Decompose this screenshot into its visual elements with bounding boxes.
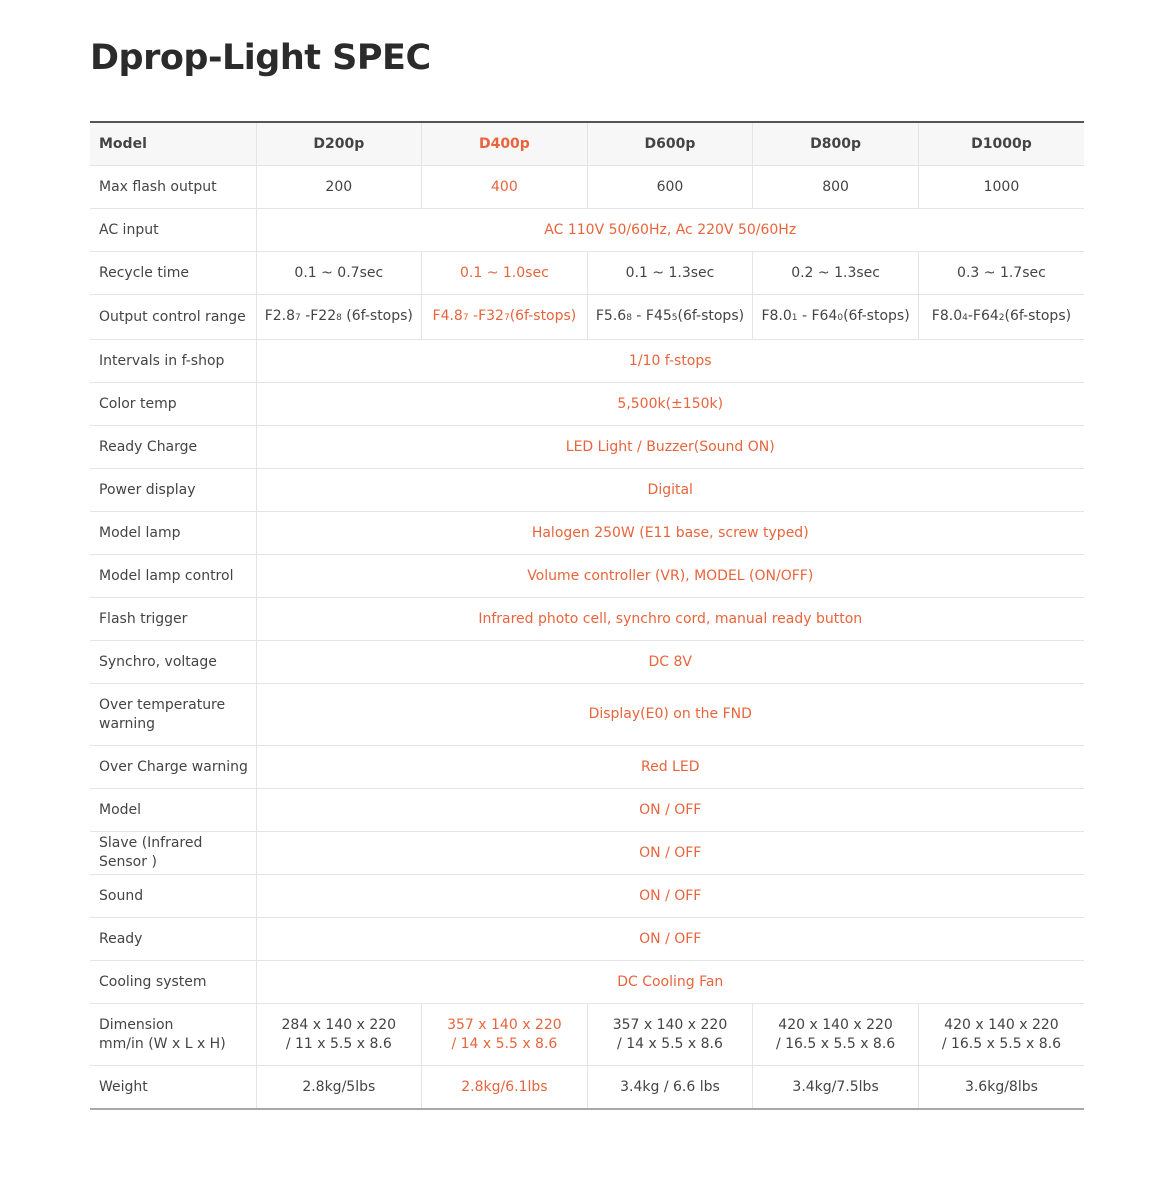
row-label: Slave (Infrared Sensor )	[90, 832, 256, 875]
header-model-d600p: D600p	[587, 122, 753, 166]
row-label: Max flash output	[90, 166, 256, 209]
table-row	[90, 555, 1084, 598]
table-row	[90, 1004, 1084, 1066]
fstop-count: (6f-stops)	[1004, 307, 1072, 324]
cell-value	[753, 1004, 919, 1066]
header-model-d800p: D800p	[753, 122, 919, 166]
table-row	[90, 746, 1084, 789]
header-label: Model	[90, 122, 256, 166]
header-row	[90, 122, 1084, 166]
table-row	[90, 684, 1084, 746]
cell-value: Volume controller (VR), MODEL (ON/OFF)	[256, 555, 1084, 598]
row-label: Model lamp control	[90, 555, 256, 598]
row-label	[90, 1004, 256, 1066]
cell-value: 0.1 ~ 1.0sec	[422, 252, 588, 295]
fstop-end: -F64	[967, 307, 999, 324]
dimension-mm: 357 x 140 x 220	[612, 1016, 728, 1033]
table-row	[90, 832, 1084, 875]
row-label: Sound	[90, 875, 256, 918]
row-label: Flash trigger	[90, 598, 256, 641]
row-label: Over Charge warning	[90, 746, 256, 789]
cell-value: ON / OFF	[256, 918, 1084, 961]
table-row	[90, 209, 1084, 252]
header-model-d400p: D400p	[422, 122, 588, 166]
fstop-end: -F22	[300, 307, 337, 324]
cell-value: 2.8kg/5lbs	[256, 1066, 422, 1110]
page-title: Dprop-Light SPEC	[90, 38, 431, 78]
fstop-end-sub: 7	[503, 312, 510, 323]
cell-value	[256, 295, 422, 340]
row-label: Power display	[90, 469, 256, 512]
cell-value: ON / OFF	[256, 789, 1084, 832]
cell-value: DC 8V	[256, 641, 1084, 684]
fstop-start: F4.8	[432, 307, 463, 324]
fstop-end-sub: 5	[671, 312, 678, 323]
row-label-line2: warning	[99, 715, 156, 732]
fstop-count: (6f-stops)	[509, 307, 577, 324]
cell-value	[587, 1004, 753, 1066]
cell-value: 5,500k(±150k)	[256, 383, 1084, 426]
cell-value: ON / OFF	[256, 832, 1084, 875]
table-row	[90, 340, 1084, 383]
fstop-start: F8.0	[931, 307, 963, 324]
table-row	[90, 383, 1084, 426]
fstop-start-sub: 7	[295, 312, 301, 323]
row-label: Ready	[90, 918, 256, 961]
cell-value: 1/10 f-stops	[256, 340, 1084, 383]
cell-value: 3.4kg/7.5lbs	[753, 1066, 919, 1110]
cell-value: 0.2 ~ 1.3sec	[753, 252, 919, 295]
cell-value: 0.1 ~ 1.3sec	[587, 252, 753, 295]
row-label: Output control range	[90, 295, 256, 340]
cell-value: 0.3 ~ 1.7sec	[918, 252, 1084, 295]
cell-value	[918, 295, 1084, 340]
table-row	[90, 961, 1084, 1004]
fstop-count: (6f-stops)	[843, 307, 910, 324]
table-row	[90, 426, 1084, 469]
dimension-in: / 16.5 x 5.5 x 8.6	[775, 1035, 896, 1052]
table-row	[90, 512, 1084, 555]
cell-value: LED Light / Buzzer(Sound ON)	[256, 426, 1084, 469]
fstop-start-sub: 7	[462, 312, 469, 323]
cell-value: 600	[587, 166, 753, 209]
table-row	[90, 918, 1084, 961]
fstop-start-sub: 1	[791, 312, 798, 323]
header-model-d200p: D200p	[256, 122, 422, 166]
cell-value: 0.1 ~ 0.7sec	[256, 252, 422, 295]
cell-value	[256, 1004, 422, 1066]
cell-value: 3.6kg/8lbs	[918, 1066, 1084, 1110]
table-row	[90, 166, 1084, 209]
row-label: AC input	[90, 209, 256, 252]
fstop-start-sub: 4	[962, 312, 968, 323]
fstop-start: F2.8	[264, 307, 296, 324]
row-label: Ready Charge	[90, 426, 256, 469]
cell-value	[753, 295, 919, 340]
table-row	[90, 469, 1084, 512]
row-label: Model lamp	[90, 512, 256, 555]
fstop-count: (6f-stops)	[341, 307, 413, 324]
cell-value: Digital	[256, 469, 1084, 512]
cell-value	[422, 1004, 588, 1066]
cell-value	[918, 1004, 1084, 1066]
cell-value: Display(E0) on the FND	[256, 684, 1084, 746]
row-label: Cooling system	[90, 961, 256, 1004]
spec-table	[90, 121, 1084, 1110]
cell-value	[422, 295, 588, 340]
dimension-mm: 420 x 140 x 220	[944, 1016, 1059, 1033]
row-label: Synchro, voltage	[90, 641, 256, 684]
fstop-count: (6f-stops)	[677, 307, 745, 324]
dimension-mm: 420 x 140 x 220	[778, 1016, 893, 1033]
cell-value: DC Cooling Fan	[256, 961, 1084, 1004]
row-label: Color temp	[90, 383, 256, 426]
fstop-start-sub: 8	[626, 312, 632, 323]
dimension-in: / 14 x 5.5 x 8.6	[451, 1035, 558, 1052]
cell-value: 400	[422, 166, 588, 209]
cell-value: Red LED	[256, 746, 1084, 789]
table-row	[90, 295, 1084, 340]
cell-value: 3.4kg / 6.6 lbs	[587, 1066, 753, 1110]
table-row	[90, 1066, 1084, 1110]
dimension-mm: 357 x 140 x 220	[447, 1016, 562, 1033]
cell-value: Halogen 250W (E11 base, screw typed)	[256, 512, 1084, 555]
fstop-end: -F32	[468, 307, 504, 324]
table-row	[90, 875, 1084, 918]
dimension-mm: 284 x 140 x 220	[281, 1016, 397, 1033]
header-model-d1000p: D1000p	[918, 122, 1084, 166]
cell-value: 200	[256, 166, 422, 209]
fstop-start: F8.0	[761, 307, 792, 324]
row-label: Recycle time	[90, 252, 256, 295]
fstop-end: - F64	[797, 307, 838, 324]
cell-value: AC 110V 50/60Hz, Ac 220V 50/60Hz	[256, 209, 1084, 252]
fstop-end-sub: 2	[998, 312, 1005, 323]
row-label: Intervals in f-shop	[90, 340, 256, 383]
cell-value: ON / OFF	[256, 875, 1084, 918]
fstop-end: - F45	[631, 307, 672, 324]
row-label-line2: mm/in (W x L x H)	[99, 1035, 226, 1052]
table-row	[90, 789, 1084, 832]
cell-value: 2.8kg/6.1lbs	[422, 1066, 588, 1110]
dimension-in: / 11 x 5.5 x 8.6	[285, 1035, 392, 1052]
cell-value: 800	[753, 166, 919, 209]
table-row	[90, 252, 1084, 295]
table-row	[90, 598, 1084, 641]
row-label-line1: Dimension	[99, 1016, 174, 1033]
cell-value: Infrared photo cell, synchro cord, manual ready button	[256, 598, 1084, 641]
dimension-in: / 14 x 5.5 x 8.6	[617, 1035, 723, 1052]
fstop-end-sub: 8	[336, 312, 342, 323]
fstop-start: F5.6	[595, 307, 627, 324]
fstop-end-sub: 0	[837, 312, 844, 323]
row-label: Model	[90, 789, 256, 832]
cell-value: 1000	[918, 166, 1084, 209]
dimension-in: / 16.5 x 5.5 x 8.6	[941, 1035, 1062, 1052]
table-row	[90, 641, 1084, 684]
cell-value	[587, 295, 753, 340]
row-label-line1: Over temperature	[99, 696, 226, 713]
row-label: Weight	[90, 1066, 256, 1110]
row-label	[90, 684, 256, 746]
